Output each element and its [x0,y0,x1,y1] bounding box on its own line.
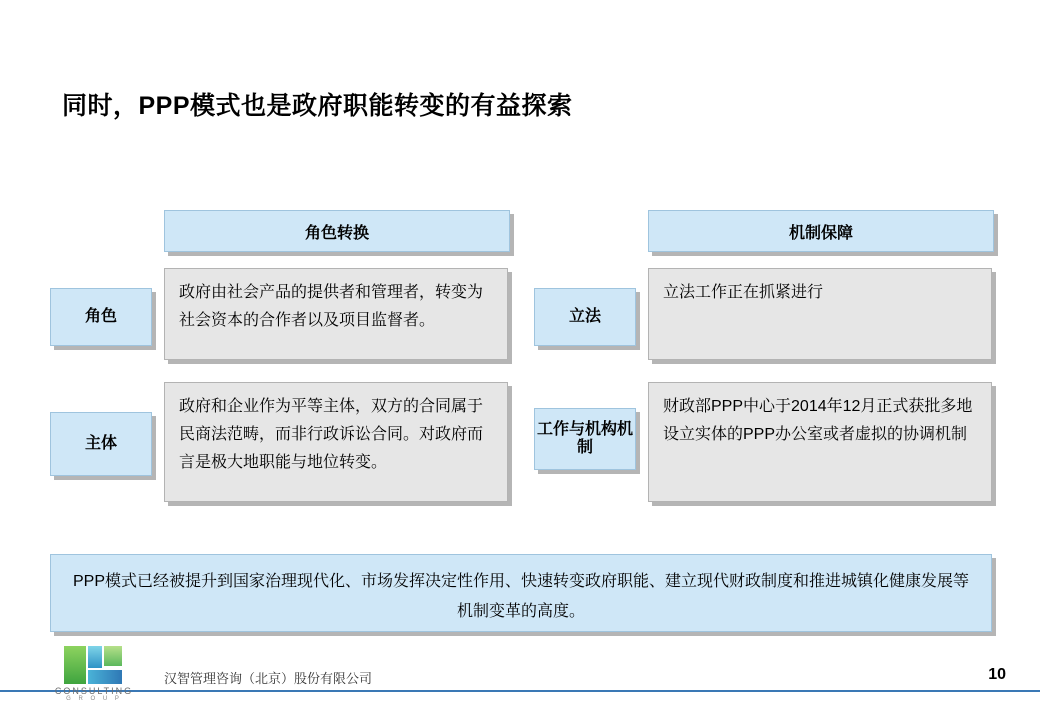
column-header-mechanism-label: 机制保障 [788,224,853,242]
label-legislation [534,288,636,346]
logo-mark-icon [64,646,122,684]
content-work-organization: 财政部PPP中心于2014年12月正式获批多地设立实体的PPP办公室或者虚拟的协调机制 [648,382,992,502]
label-subject [50,412,152,476]
column-header-role-change [164,210,510,252]
logo-shape-blue-foot [88,670,122,684]
footer-company-name: 汉智管理咨询（北京）股份有限公司 [164,671,373,686]
page-title: 同时，PPP模式也是政府职能转变的有益探索 [62,92,573,120]
label-role-text: 角色 [84,307,117,325]
company-logo [46,646,142,704]
label-work-organization [534,408,636,470]
logo-subtext: G R O U P [66,696,122,702]
logo-shape-green-bar [64,646,86,684]
logo-shape-green-block [104,646,122,666]
page-number: 10 [988,666,1006,683]
footer-divider [0,690,1040,692]
summary-box: PPP模式已经被提升到国家治理现代化、市场发挥决定性作用、快速转变政府职能、建立现代财政制度和推进城镇化健康发展等机制变革的高度。 [50,554,992,632]
content-legislation: 立法工作正在抓紧进行 [648,268,992,360]
logo-wordmark: CONSULTING [54,686,134,696]
label-role [50,288,152,346]
content-subject: 政府和企业作为平等主体，双方的合同属于民商法范畴，而非行政诉讼合同。对政府而言是极大地职能与地位转变。 [164,382,508,502]
logo-shape-blue-bar [88,646,102,668]
label-subject-text: 主体 [84,434,117,452]
label-legislation-text: 立法 [568,307,601,325]
label-work-organization-text: 工作与机构机制 [536,420,633,456]
column-header-role-change-label: 角色转换 [304,224,369,242]
column-header-mechanism [648,210,994,252]
content-role: 政府由社会产品的提供者和管理者，转变为社会资本的合作者以及项目监督者。 [164,268,508,360]
